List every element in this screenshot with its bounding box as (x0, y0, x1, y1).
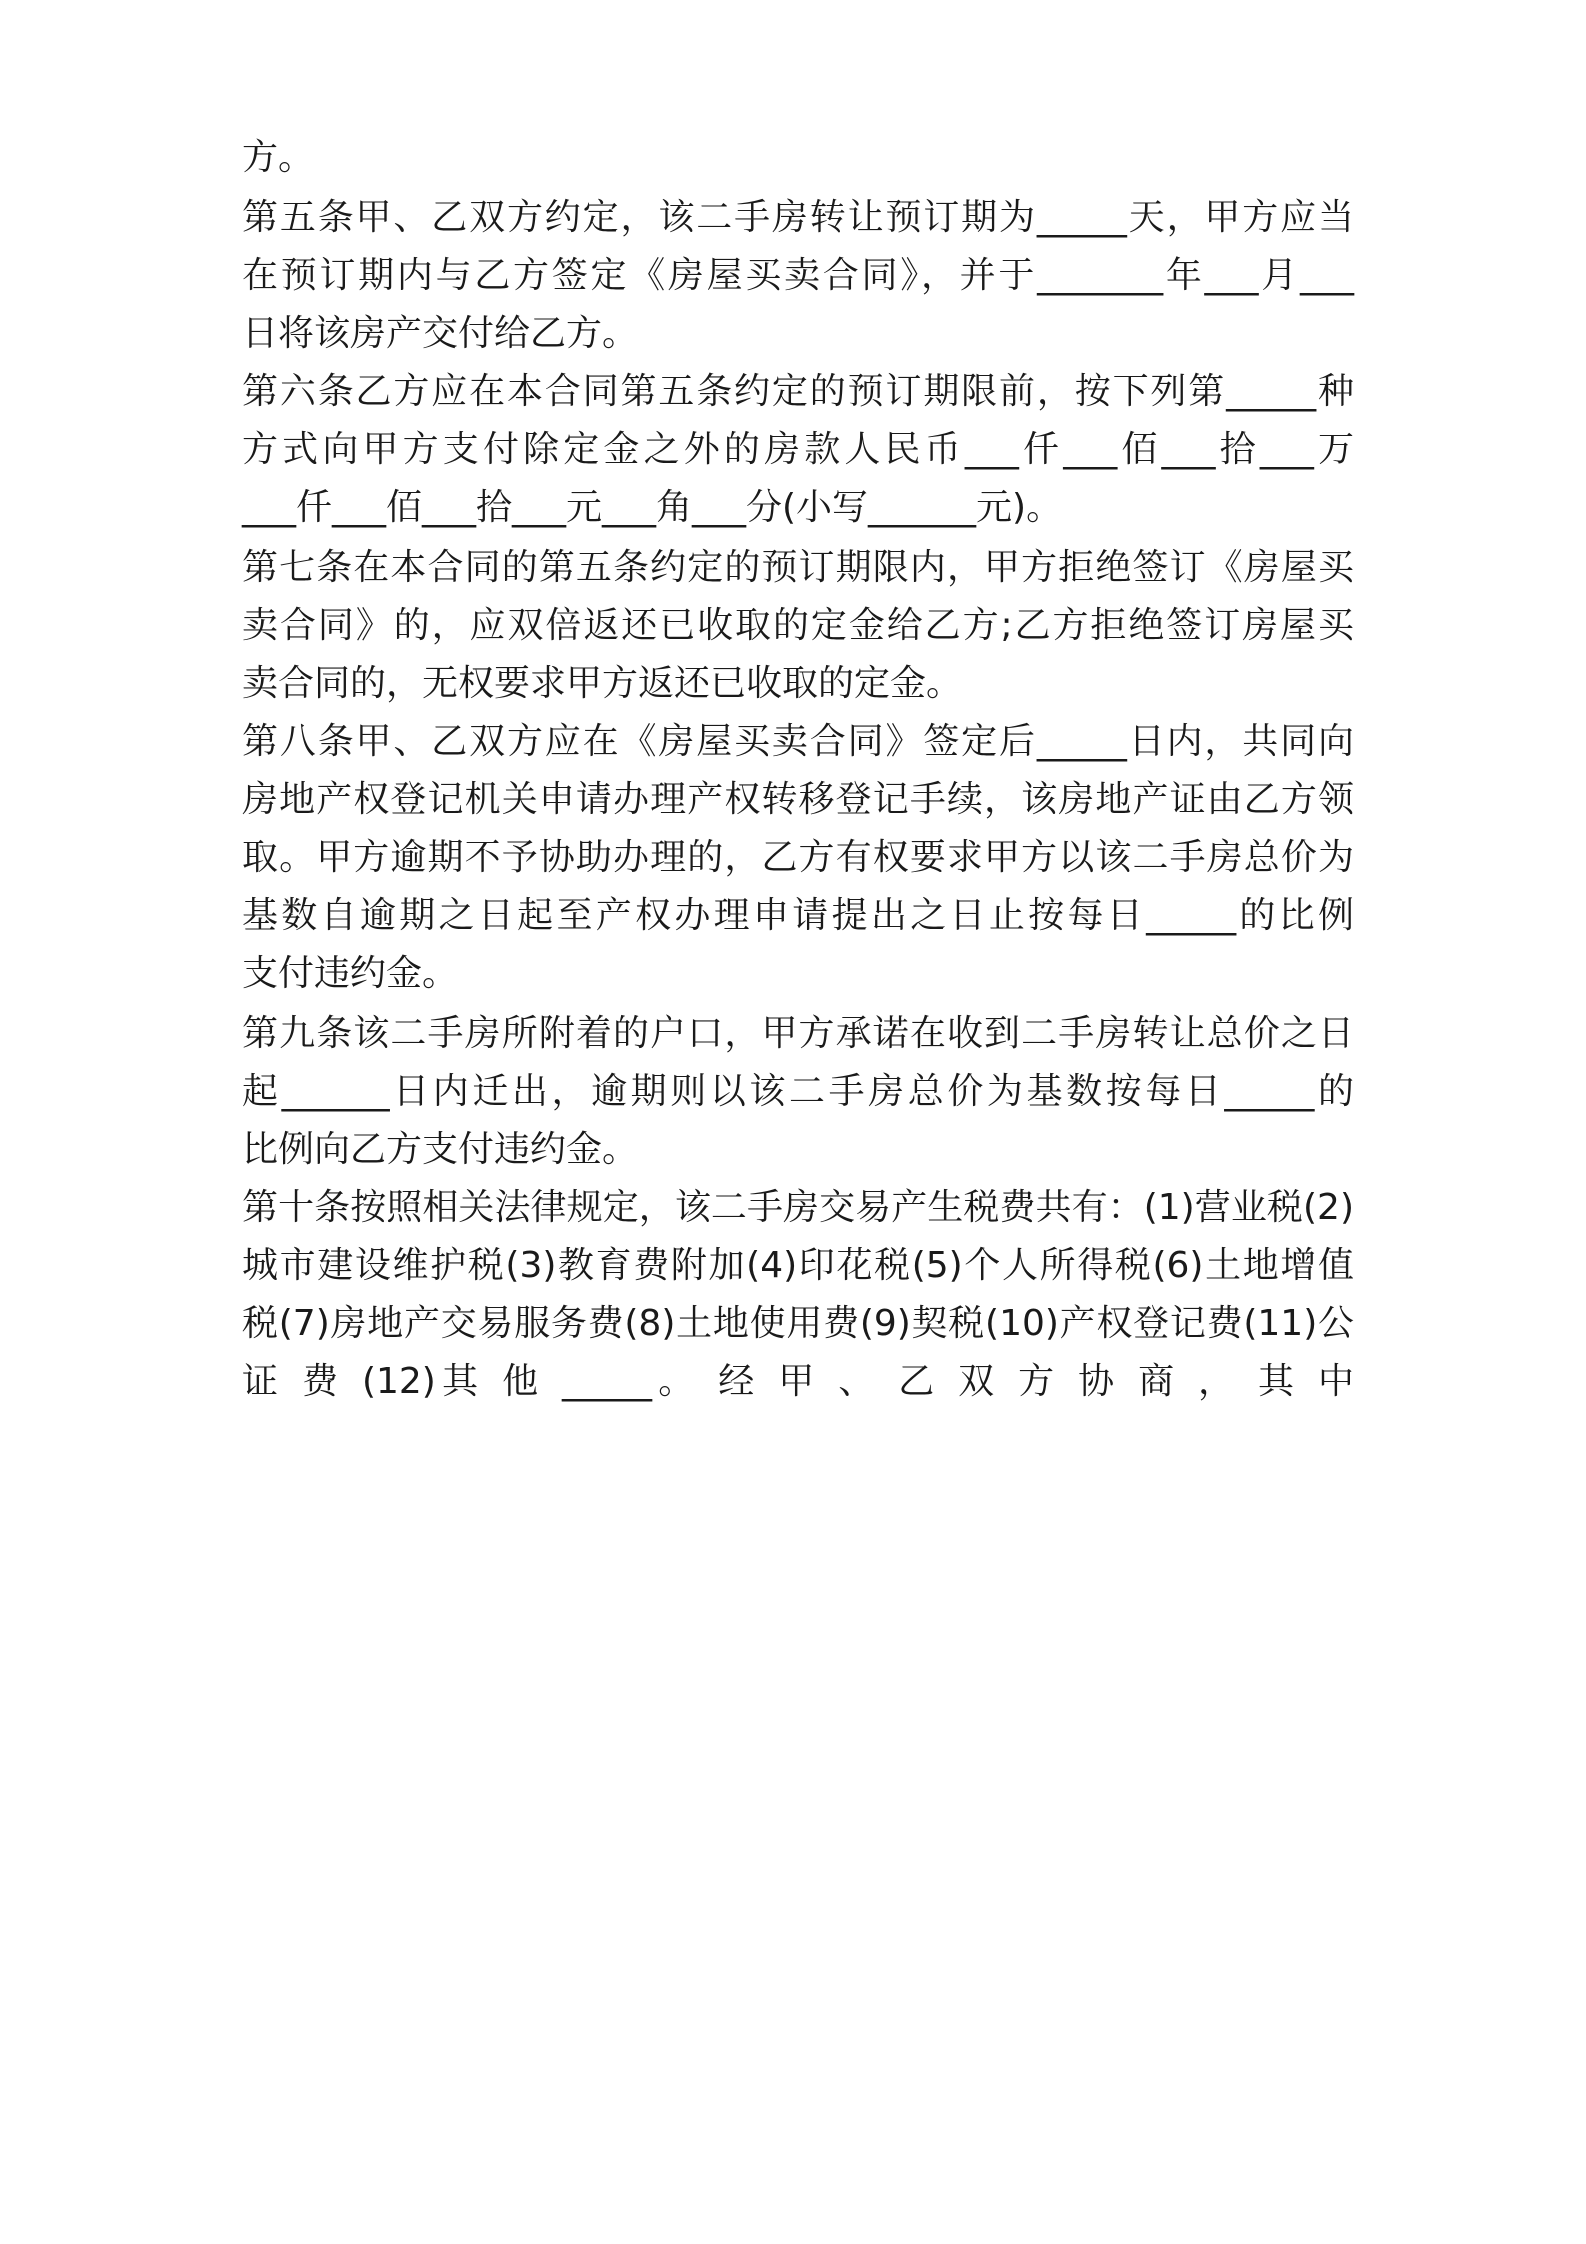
text-line: 第七条在本合同的第五条约定的预订期限内，甲方拒绝签订《房屋买 (242, 547, 1354, 588)
text-line: 方式向甲方支付除定金之外的房款人民币___仟___佰___拾___万 (242, 429, 1354, 470)
text-line: 证 费 (12)其 他 _____。 经 甲 、 乙 双 方 协 商 ， 其 中 (242, 1361, 1354, 1402)
text-line: 卖合同》的，应双倍返还已收取的定金给乙方;乙方拒绝签订房屋买 (242, 605, 1354, 646)
text-line: 城市建设维护税(3)教育费附加(4)印花税(5)个人所得税(6)土地增值 (242, 1245, 1354, 1286)
text-line: 取。甲方逾期不予协助办理的，乙方有权要求甲方以该二手房总价为 (242, 837, 1354, 878)
text-line: 卖合同的，无权要求甲方返还已收取的定金。 (242, 663, 963, 704)
text-line: 比例向乙方支付违约金。 (242, 1129, 639, 1170)
text-line: 支付违约金。 (242, 953, 459, 994)
text-line: 基数自逾期之日起至产权办理申请提出之日止按每日_____的比例 (242, 895, 1354, 936)
text-line: 起______日内迁出，逾期则以该二手房总价为基数按每日_____的 (242, 1071, 1354, 1112)
document-page (242, 0, 1354, 2244)
text-line: 税(7)房地产交易服务费(8)土地使用费(9)契税(10)产权登记费(11)公 (242, 1303, 1354, 1344)
text-line: 在预订期内与乙方签定《房屋买卖合同》，并于_______年___月___ (242, 255, 1354, 296)
text-line: 第八条甲、乙双方应在《房屋买卖合同》签定后_____日内，共同向 (242, 721, 1354, 762)
text-line: 日将该房产交付给乙方。 (242, 313, 639, 354)
text-line: ___仟___佰___拾___元___角___分(小写______元)。 (242, 487, 1063, 528)
text-line: 第十条按照相关法律规定，该二手房交易产生税费共有：(1)营业税(2) (242, 1187, 1354, 1228)
text-line: 第九条该二手房所附着的户口，甲方承诺在收到二手房转让总价之日 (242, 1013, 1354, 1054)
text-line: 房地产权登记机关申请办理产权转移登记手续，该房地产证由乙方领 (242, 779, 1354, 820)
text-line: 第六条乙方应在本合同第五条约定的预订期限前，按下列第_____种 (242, 371, 1354, 412)
text-line: 第五条甲、乙双方约定，该二手房转让预订期为_____天，甲方应当 (242, 197, 1354, 238)
text-line: 方。 (242, 137, 315, 178)
